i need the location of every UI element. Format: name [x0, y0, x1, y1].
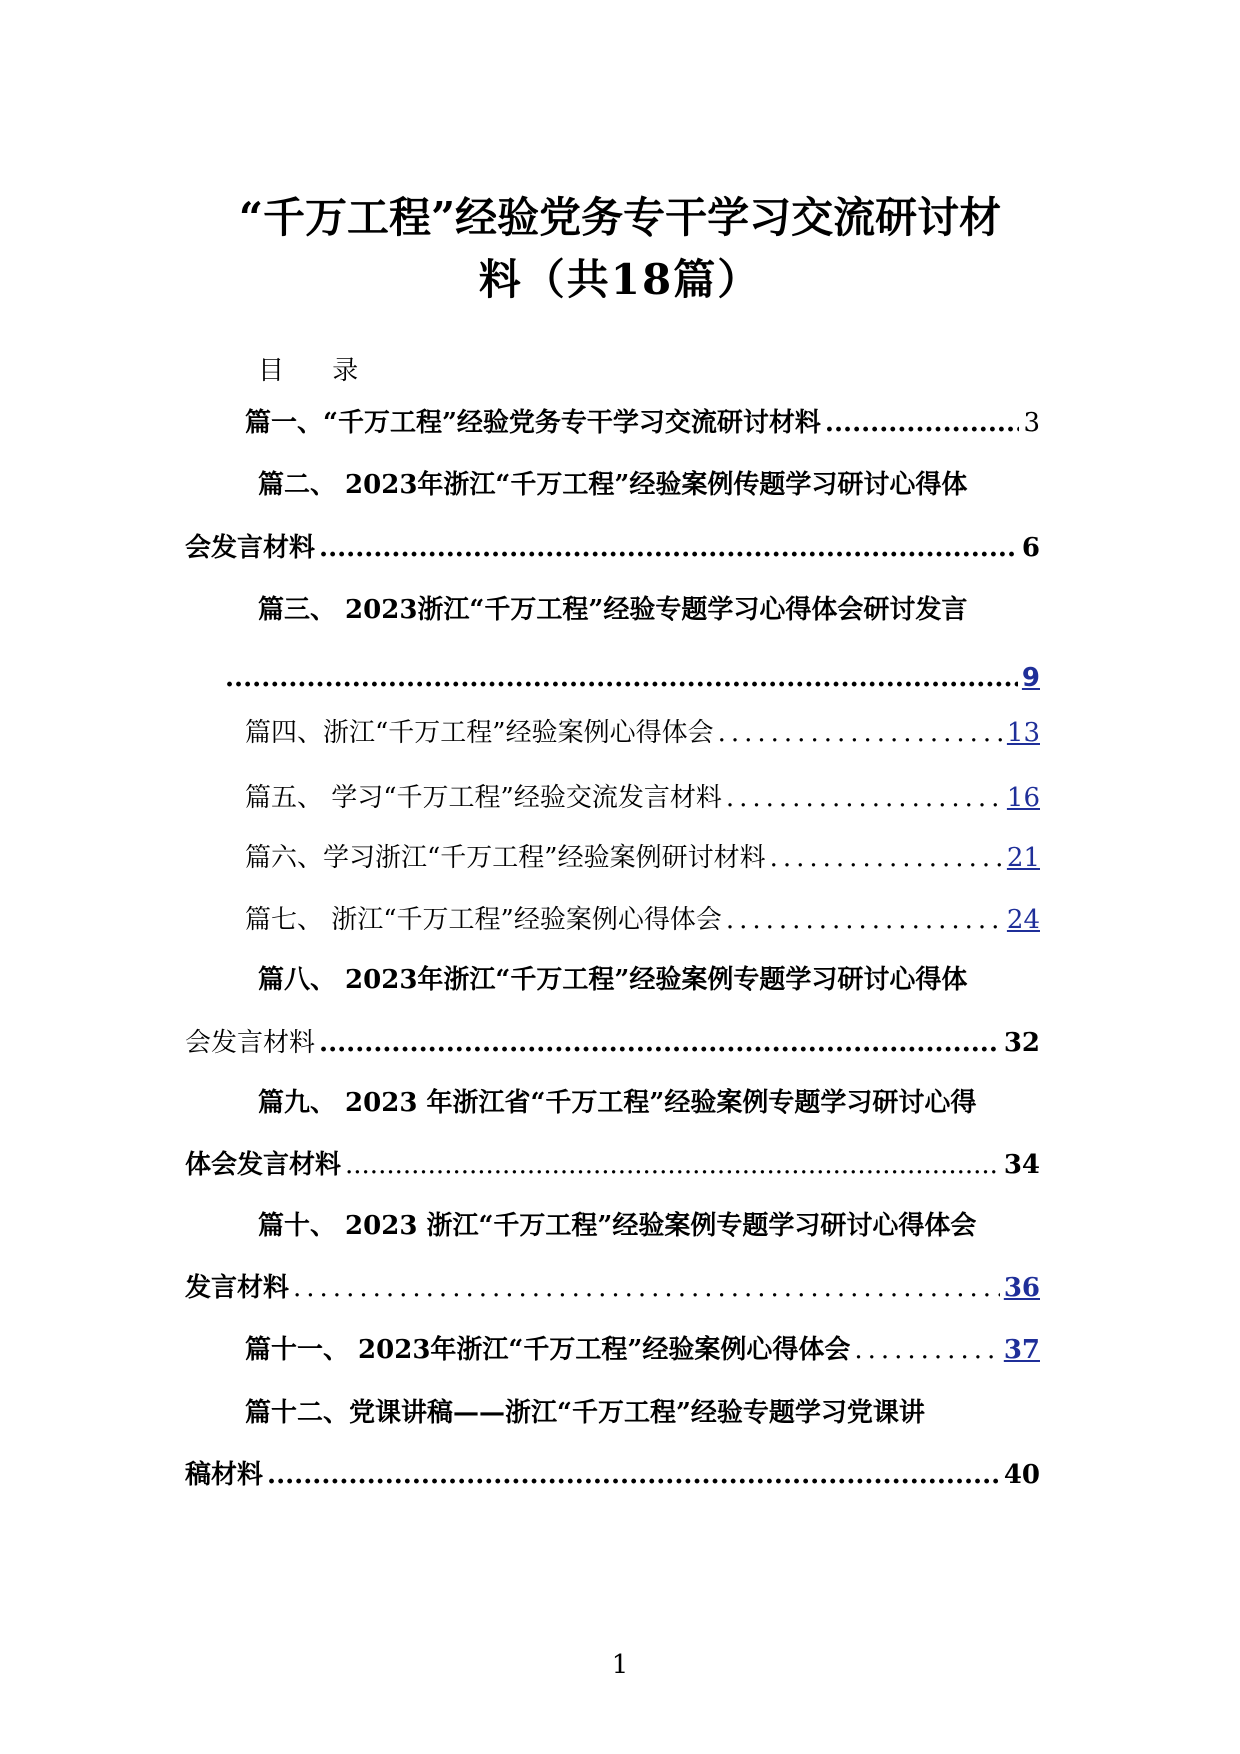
toc-entry-title: 篇八、 2023年浙江“千万工程”经验案例专题学习研讨心得体 — [258, 965, 968, 995]
toc-entry-title: 篇四、浙江“千万工程”经验案例心得体会 — [245, 718, 714, 748]
document-title-line1: “千万工程”经验党务专干学习交流研讨材 — [238, 193, 1002, 242]
toc-entry-title: 篇十、 2023 浙江“千万工程”经验案例专题学习研讨心得体会 — [258, 1211, 977, 1241]
toc-page-number: 3 — [1023, 408, 1040, 438]
toc-entry-title: 篇五、 学习“千万工程”经验交流发言材料 — [245, 783, 722, 813]
toc-leader-dots — [825, 405, 1020, 441]
toc-entry-title: 篇六、学习浙江“千万工程”经验案例研讨材料 — [245, 843, 766, 873]
toc-heading: 目 录 — [258, 356, 379, 386]
toc-entry-4[interactable] — [245, 715, 1040, 751]
toc-leader-dots — [345, 1147, 1000, 1183]
toc-page-number: 32 — [1003, 1028, 1040, 1058]
toc-entry-title: 篇一、“千万工程”经验党务专干学习交流研讨材料 — [245, 408, 821, 438]
toc-page-number: 40 — [1003, 1460, 1040, 1490]
toc-entry-12-line2[interactable] — [185, 1457, 1040, 1493]
toc-entry-title-cont: 发言材料 — [185, 1273, 290, 1303]
toc-entry-10-line2[interactable] — [185, 1270, 1040, 1306]
toc-entry-1[interactable] — [245, 405, 1040, 441]
toc-entry-2-line1[interactable] — [258, 467, 1058, 503]
toc-entry-3-line2[interactable] — [225, 660, 1040, 696]
toc-page-number-link[interactable]: 36 — [1003, 1273, 1040, 1303]
toc-entry-title-cont: 会发言材料 — [185, 1028, 316, 1058]
toc-page-number-link[interactable]: 16 — [1006, 783, 1040, 813]
toc-page-number: 34 — [1003, 1150, 1040, 1180]
toc-leader-dots — [319, 1025, 1000, 1061]
toc-page-number-link[interactable]: 37 — [1003, 1335, 1040, 1365]
toc-leader-dots — [267, 1457, 1000, 1493]
toc-entry-5[interactable] — [245, 780, 1040, 816]
toc-leader-dots — [854, 1332, 999, 1368]
toc-entry-title: 篇十二、党课讲稿——浙江“千万工程”经验专题学习党课讲 — [245, 1398, 925, 1428]
toc-entry-title: 篇九、 2023 年浙江省“千万工程”经验案例专题学习研讨心得 — [258, 1088, 977, 1118]
toc-page-number-link[interactable]: 9 — [1021, 663, 1040, 693]
toc-entry-title-cont: 稿材料 — [185, 1460, 264, 1490]
toc-leader-dots — [770, 840, 1003, 876]
toc-entry-2-line2[interactable] — [185, 530, 1040, 566]
document-title-line2: 料（共18篇） — [478, 255, 762, 304]
toc-leader-dots — [726, 902, 1003, 938]
page-number-footer: 1 — [611, 1650, 629, 1680]
toc-leader-dots — [225, 660, 1018, 696]
toc-entry-6[interactable] — [245, 840, 1040, 876]
toc-entry-9-line1[interactable] — [258, 1085, 1058, 1121]
toc-page-number-link[interactable]: 24 — [1006, 905, 1040, 935]
toc-entry-title: 篇十一、 2023年浙江“千万工程”经验案例心得体会 — [245, 1335, 851, 1365]
toc-leader-dots — [718, 715, 1003, 751]
toc-entry-9-line2[interactable] — [185, 1147, 1040, 1183]
toc-entry-7[interactable] — [245, 902, 1040, 938]
toc-entry-title: 篇二、 2023年浙江“千万工程”经验案例传题学习研讨心得体 — [258, 470, 968, 500]
toc-entry-3-line1[interactable] — [258, 592, 1058, 628]
toc-entry-10-line1[interactable] — [258, 1208, 1058, 1244]
toc-entry-title-cont: 体会发言材料 — [185, 1150, 342, 1180]
toc-leader-dots — [319, 530, 1018, 566]
toc-page-number: 6 — [1021, 533, 1040, 563]
toc-page-number-link[interactable]: 13 — [1006, 718, 1040, 748]
toc-entry-title: 篇三、 2023浙江“千万工程”经验专题学习心得体会研讨发言 — [258, 595, 968, 625]
toc-leader-dots — [726, 780, 1003, 816]
toc-entry-8-line1[interactable] — [258, 962, 1058, 998]
toc-entry-title: 篇七、 浙江“千万工程”经验案例心得体会 — [245, 905, 722, 935]
toc-page-number-link[interactable]: 21 — [1006, 843, 1040, 873]
toc-entry-title-cont: 会发言材料 — [185, 533, 316, 563]
toc-leader-dots — [293, 1270, 1000, 1306]
toc-entry-12-line1[interactable] — [245, 1395, 1055, 1431]
toc-entry-11[interactable] — [245, 1332, 1040, 1368]
toc-entry-8-line2[interactable] — [185, 1025, 1040, 1061]
